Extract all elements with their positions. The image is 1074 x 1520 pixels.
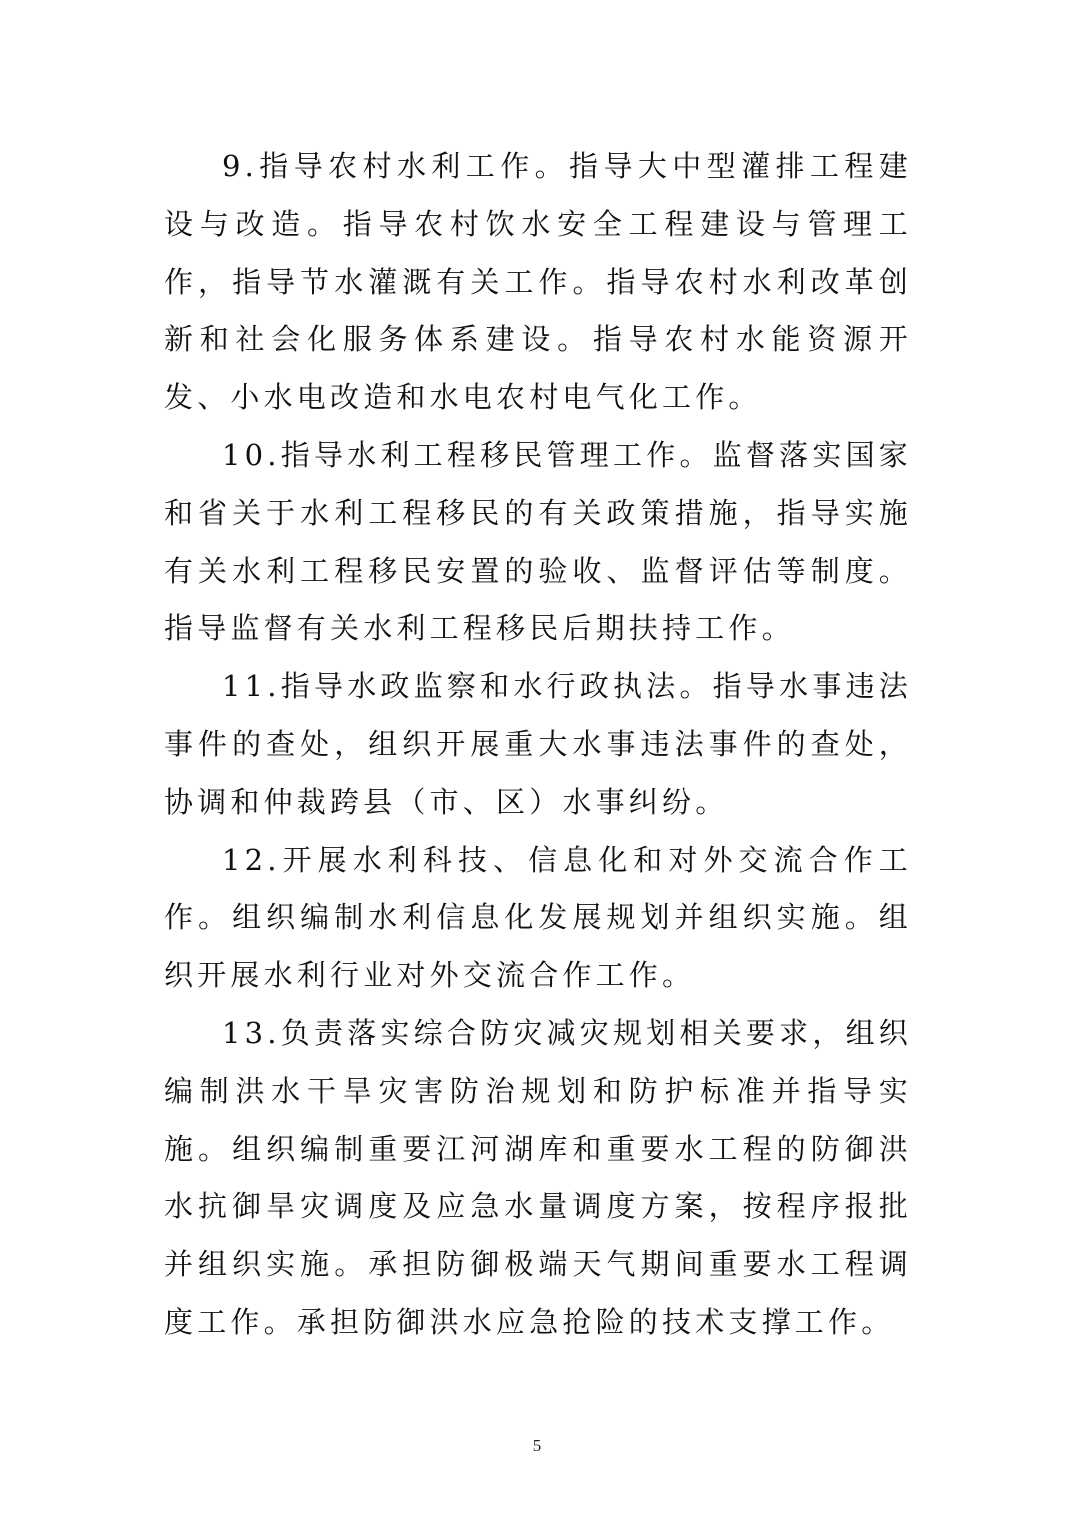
paragraph-item-13: 13.负责落实综合防灾减灾规划相关要求，组织编制洪水干旱灾害防治规划和防护标准并指导实施。组织编制重要江河湖库和重要水工程的防御洪水抗御旱灾调度及应急水量调度方案，按程序报批并组织实施。承担防御极端天气期间重要水工程调度工作。承担防御洪水应急抢险的技术支撑工作。 [164, 1015, 912, 1339]
paragraph-item-10: 10.指导水利工程移民管理工作。监督落实国家和省关于水利工程移民的有关政策措施，指导实施有关水利工程移民安置的验收、监督评估等制度。指导监督有关水利工程移民后期扶持工作。 [164, 437, 912, 646]
page-number: 5 [532, 1436, 542, 1455]
paragraph-item-9: 9.指导农村水利工作。指导大中型灌排工程建设与改造。指导农村饮水安全工程建设与管理工作，指导节水灌溉有关工作。指导农村水利改革创新和社会化服务体系建设。指导农村水能资源开发、小水电改造和水电农村电气化工作。 [164, 149, 912, 415]
paragraph-item-12: 12.开展水利科技、信息化和对外交流合作工作。组织编制水利信息化发展规划并组织实施。组织开展水利行业对外交流合作工作。 [164, 842, 912, 993]
paragraph-item-11: 11.指导水政监察和水行政执法。指导水事违法事件的查处，组织开展重大水事违法事件的查处，协调和仲裁跨县（市、区）水事纠纷。 [164, 669, 912, 819]
document-body [164, 138, 912, 1352]
